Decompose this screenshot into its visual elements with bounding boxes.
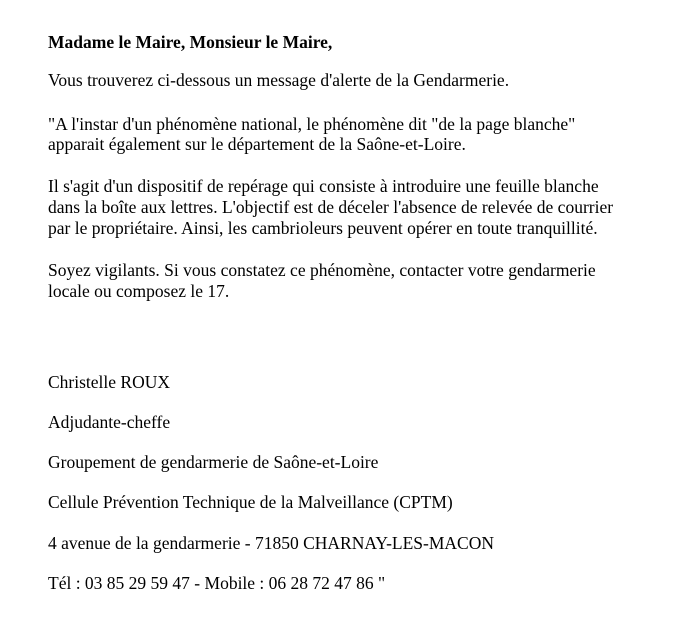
paragraph-2-line-3: par le propriétaire. Ainsi, les cambrioleurs peuvent opérer en toute tranquillité.	[48, 218, 598, 238]
signature-phone: Tél : 03 85 29 59 47 - Mobile : 06 28 72 47 86 "	[48, 573, 386, 593]
paragraph-1-line-2: apparait également sur le département de la Saône-et-Loire.	[48, 134, 466, 154]
paragraph-1-line-1: "A l'instar d'un phénomène national, le phénomène dit "de la page blanche"	[48, 114, 576, 134]
signature-address: 4 avenue de la gendarmerie - 71850 CHARNAY-LES-MACON	[48, 533, 495, 553]
paragraph-3-line-1: Soyez vigilants. Si vous constatez ce phénomène, contacter votre gendarmerie	[48, 260, 596, 280]
intro-line: Vous trouverez ci-dessous un message d'alerte de la Gendarmerie.	[48, 70, 510, 90]
signature-rank: Adjudante-cheffe	[48, 412, 171, 432]
paragraph-2-line-2: dans la boîte aux lettres. L'objectif est de déceler l'absence de relevée de courrier	[48, 197, 614, 217]
signature-name: Christelle ROUX	[48, 372, 171, 392]
signature-cell: Cellule Prévention Technique de la Malveillance (CPTM)	[48, 492, 453, 512]
paragraph-2-line-1: Il s'agit d'un dispositif de repérage qui consiste à introduire une feuille blanche	[48, 176, 599, 196]
paragraph-3-line-2: locale ou composez le 17.	[48, 281, 230, 301]
salutation: Madame le Maire, Monsieur le Maire,	[48, 32, 333, 52]
signature-unit: Groupement de gendarmerie de Saône-et-Loire	[48, 452, 379, 472]
